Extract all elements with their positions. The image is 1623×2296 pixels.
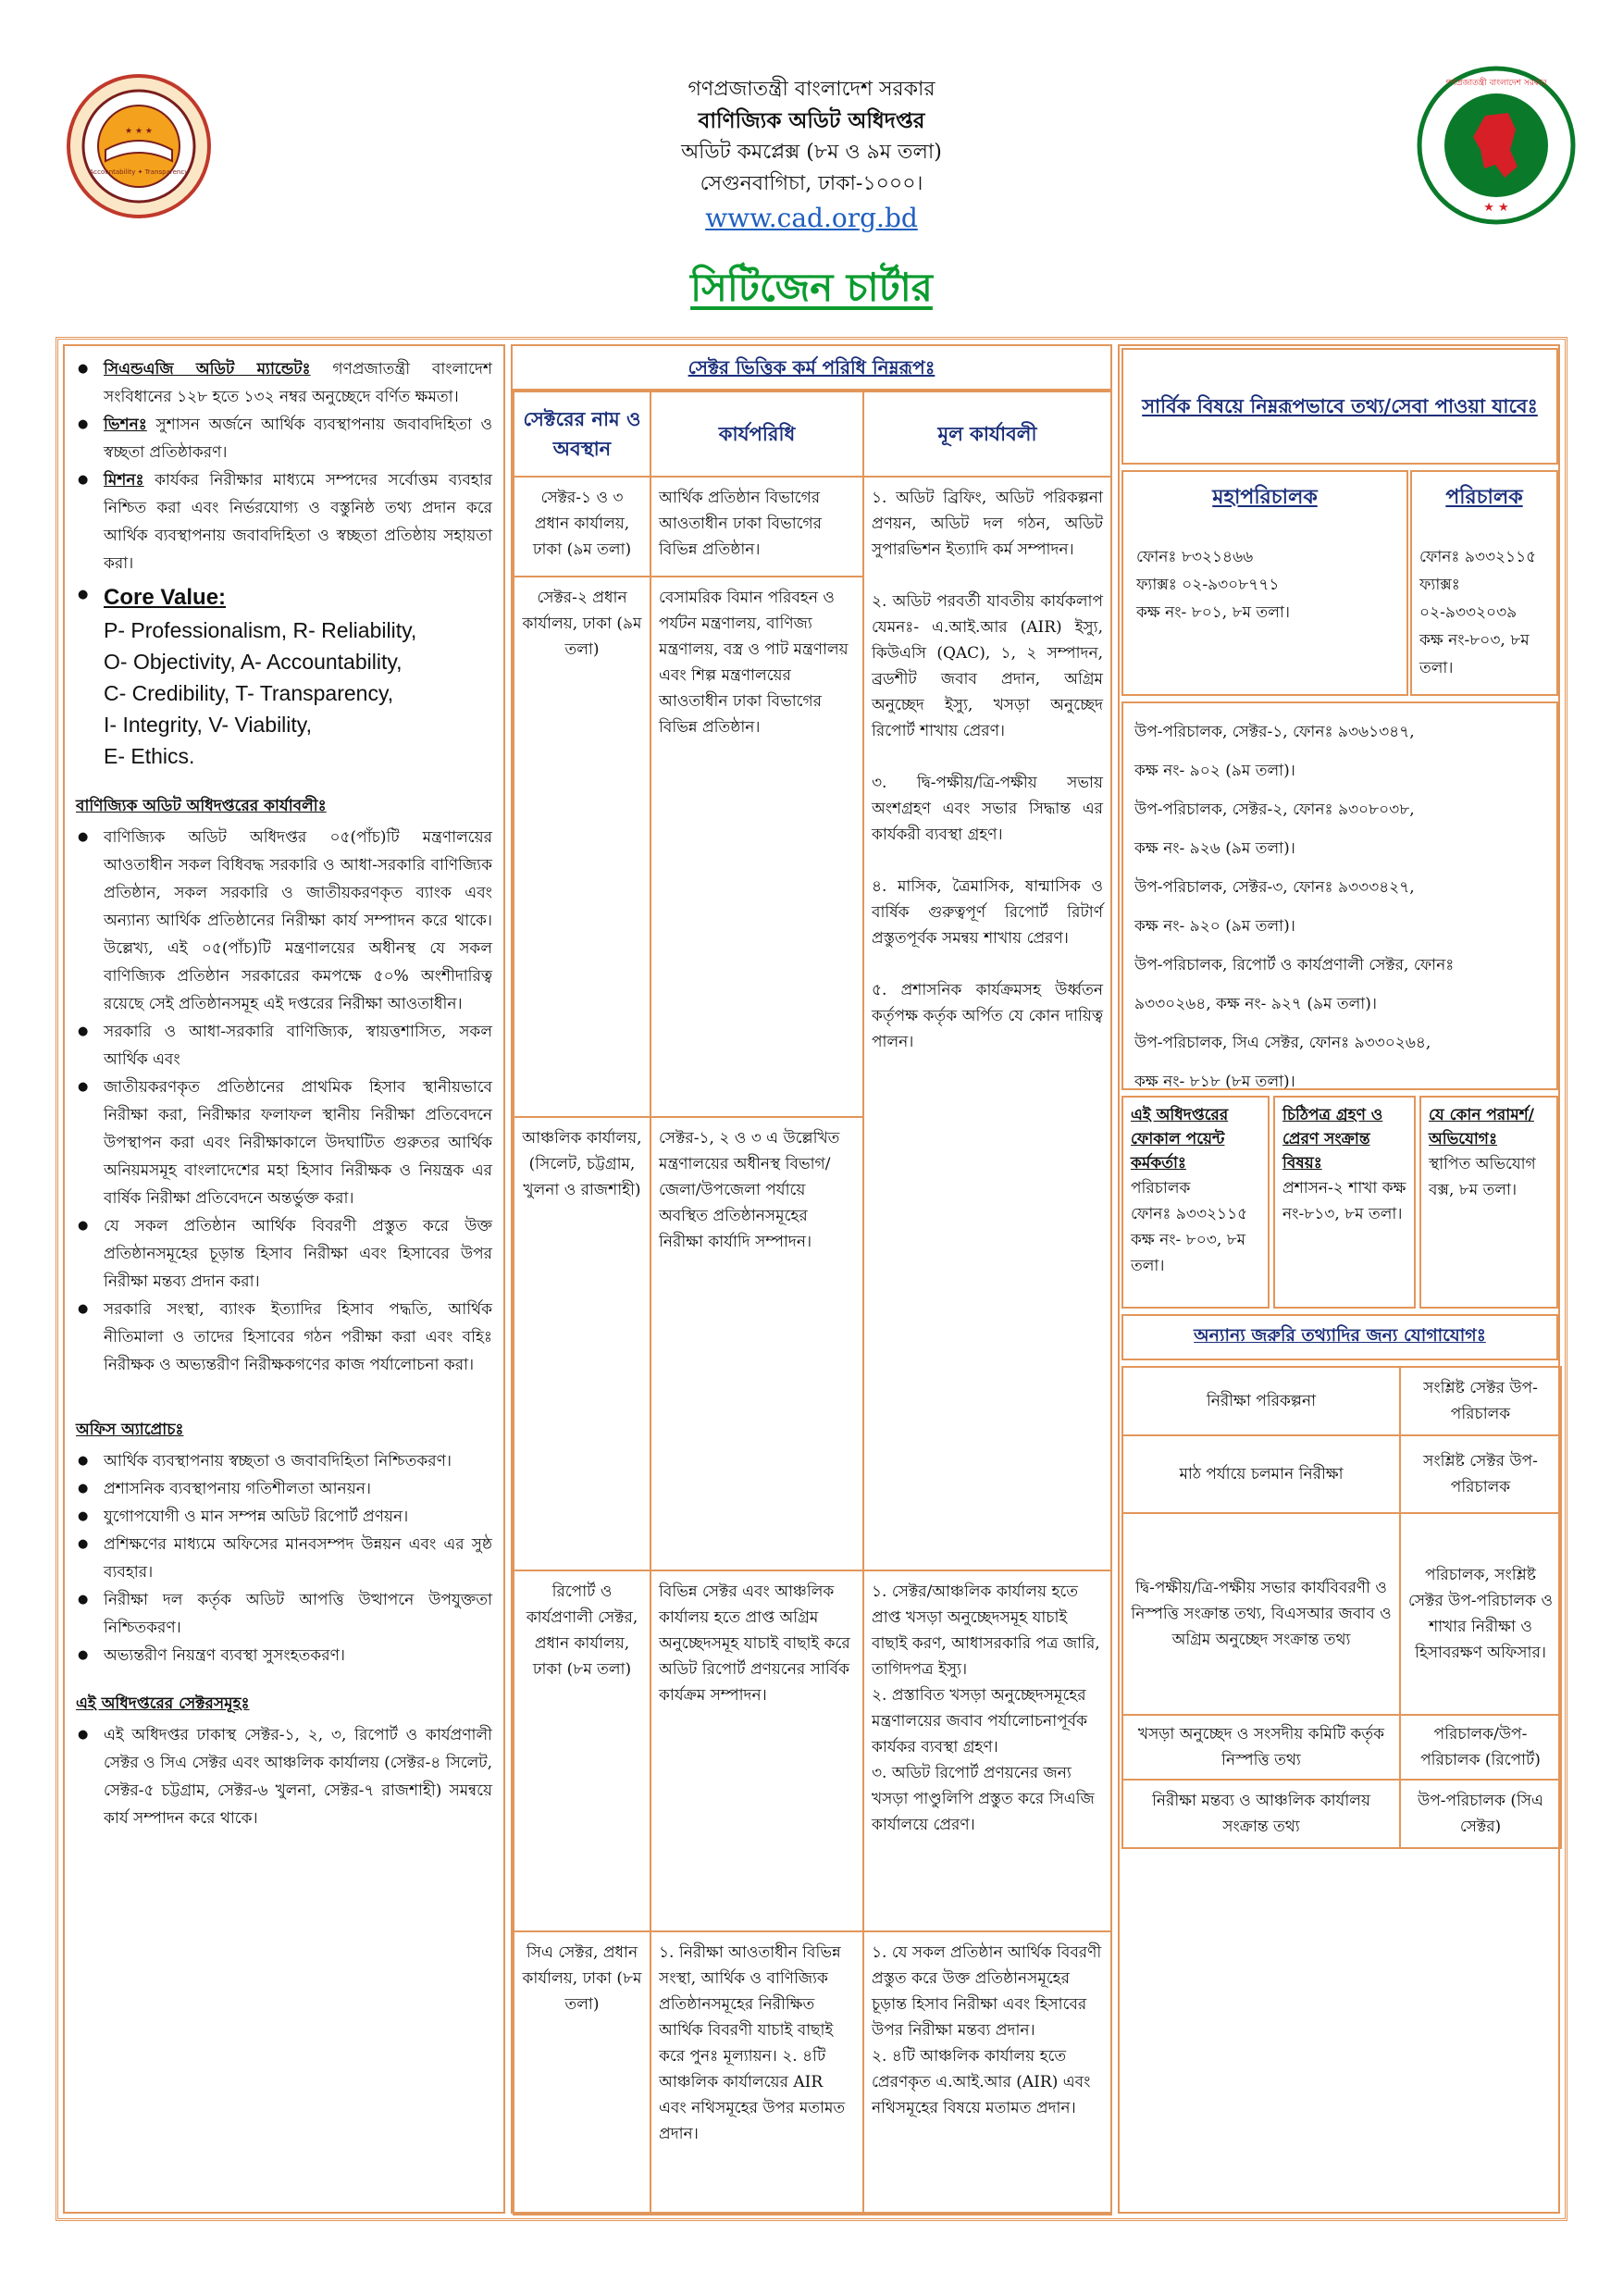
correspondence-title: চিঠিপত্র গ্রহণ ও প্রেরণ সংক্রান্ত বিষয়ঃ [1282, 1106, 1383, 1173]
sector-main-functions: ১. অডিট ব্রিফিং, অডিট পরিকল্পনা প্রণয়ন, অডিট দল গঠন, অডিট সুপারভিশন ইত্যাদি কর্ম সম্পাদন। ২. অডিট পরবর্তী যাবতীয় কার্যকলাপ যেমনঃ- এ.আই.আর (AIR) ইস্যু, কিউএসি (QAC), ১, ২ সম্পাদন, ব্রডশীট জবাব প্রদান, অগ্রিম অনুচ্ছেদ ইস্যু, খসড়া অনুচ্ছেদ রিপোর্ট শাখায় প্রেরণ। ৩. দ্বি-পক্ষীয়/ত্রি-পক্ষীয় সভায় অংশগ্রহণ এবং সভার সিদ্ধান্ত এর কার্যকরী ব্যবস্থা গ্রহণ। ৪. মাসিক, ত্রৈমাসিক, ষান্মাসিক ও বার্ষিক গুরুত্বপূর্ণ রিপোর্ট রিটার্ণ প্রস্তুতপূর্বক সমন্বয় শাখায় প্রেরণ। ৫. প্রশাসনিক কার্যক্রমসহ উর্ধ্বতন কর্তৃপক্ষ কর্তৃক অর্পিত যে কোন দায়িত্ব পালন। [863, 477, 1111, 1570]
functions-heading: বাণিজ্যিক অডিট অধিদপ্তরের কার্যাবলীঃ [76, 797, 327, 815]
sector-scope: বেসামরিক বিমান পরিবহন ও পর্যটন মন্ত্রণালয়, বাণিজ্য মন্ত্রণালয়, বস্ত্র ও পাট মন্ত্রণালয় এবং শিল্প মন্ত্রণালয়ের আওতাধীন ঢাকা বিভাগের বিভিন্ন প্রতিষ্ঠান। [650, 577, 863, 1117]
core-value-line: E- Ethics. [104, 744, 195, 768]
services-title-box [1121, 348, 1558, 465]
sector-scope: ১. নিরীক্ষা আওতাধীন বিভিন্ন সংস্থা, আর্থিক ও বাণিজ্যিক প্রতিষ্ঠানসমূহের নিরীক্ষিত আর্থিক বিবরণী যাচাই বাছাই করে পুনঃ মূল্যায়ন। ২. ৪টি আঞ্চলিক কার্যালয়ের AIR এবং নথিসমূহের উপর মতামত প্রদান। [650, 1931, 863, 2215]
focal-point-title: এই অধিদপ্তরের ফোকাল পয়েন্ট কর্মকর্তাঃ [1131, 1106, 1229, 1173]
deputy-line: উপ-পরিচালক, সেক্টর-৩, ফোনঃ ৯৩৩৩৪২৭, [1134, 878, 1415, 897]
mandate-label: সিএন্ডএজি অডিট ম্যান্ডেটঃ [104, 360, 311, 379]
contact-topic: নিরীক্ষা মন্তব্য ও আঞ্চলিক কার্যালয় সংক্রান্ত তথ্য [1122, 1780, 1400, 1848]
mission-label: মিশনঃ [104, 471, 144, 490]
office-address [0, 74, 1623, 237]
table-row [1122, 1367, 1561, 1435]
sector-scope: বিভিন্ন সেক্টর এবং আঞ্চলিক কার্যালয় হতে প্রাপ্ত অগ্রিম অনুচ্ছেদসমূহ যাচাই বাছাই করে অডিট রিপোর্ট প্রণয়নের সার্বিক কার্যক্রম সম্পাদন। [650, 1570, 863, 1931]
vision [76, 411, 492, 466]
sector-name: সেক্টর-২ প্রধান কার্যালয়, ঢাকা (৯ম তলা) [514, 577, 650, 1117]
table-row [514, 477, 1111, 577]
office-location: সেগুনবাগিচা, ঢাকা-১০০০। [700, 172, 923, 195]
deputy-line: কক্ষ নং- ৯২০ (৯ম তলা)। [1134, 917, 1295, 936]
sector-name: সেক্টর-১ ও ৩ প্রধান কার্যালয়, ঢাকা (৯ম তলা) [514, 477, 650, 577]
table-row [1122, 1715, 1561, 1780]
column-header: সেক্টরের নাম ও অবস্থান [514, 391, 650, 477]
contact-topic: নিরীক্ষা পরিকল্পনা [1122, 1367, 1400, 1435]
mandate [76, 355, 492, 411]
table-row [514, 1931, 1111, 2215]
dg-title: মহাপরিচালক [1212, 485, 1318, 509]
director-contact: ফোনঃ ৯৩৩২১১৫ ফ্যাক্সঃ ০২-৯৩৩২০৩৯ কক্ষ নং-৮০৩, ৮ম তলা। [1419, 548, 1537, 677]
deputy-line: উপ-পরিচালক, সেক্টর-২, ফোনঃ ৯৩০৮০৩৮, [1134, 800, 1415, 819]
complaint-contact: স্থাপিত অভিযোগ বক্স, ৮ম তলা। [1429, 1155, 1536, 1199]
svg-text:★ ★: ★ ★ [1483, 201, 1509, 215]
deputy-line: ৯৩৩০২৬৪, কক্ষ নং- ৯২৭ (৯ম তলা)। [1134, 995, 1377, 1013]
mission [76, 466, 492, 577]
deputy-line: কক্ষ নং- ৯০২ (৯ম তলা)। [1134, 762, 1295, 780]
services-title: সার্বিক বিষয়ে নিম্নরূপভাবে তথ্য/সেবা পাওয়া যাবেঃ [1142, 394, 1538, 417]
list-item: ● প্রশিক্ষণের মাধ্যমে অফিসের মানবসম্পদ উন্নয়ন এবং এর সুষ্ঠ ব্যবহার। [76, 1531, 492, 1586]
complaint-box [1419, 1096, 1558, 1309]
deputy-line: উপ-পরিচালক, সিএ সেক্টর, ফোনঃ ৯৩৩০২৬৪, [1134, 1034, 1431, 1052]
list-item: ● বাণিজ্যিক অডিট অধিদপ্তর ০৫(পাঁচ)টি মন্ত্রণালয়ের আওতাধীন সকল বিধিবদ্ধ সরকারি ও আধা-সরকারি বাণিজ্যিক প্রতিষ্ঠান, সকল সরকারি ও জাতীয়করণকৃত ব্যাংক এবং অন্যান্য আর্থিক প্রতিষ্ঠানের নিরীক্ষা কার্য সম্পাদন করে থাকে। উল্লেখ্য, এই ০৫(পাঁচ)টি মন্ত্রণালয়ের অধীনস্থ যে সকল বাণিজ্যিক প্রতিষ্ঠান সরকারের কমপক্ষে ৫০% অংশীদারিত্ব রয়েছে সেই প্রতিষ্ঠানসমূহ এই দপ্তরের নিরীক্ষা আওতাধীন। [76, 824, 492, 1018]
table-row [1122, 1780, 1561, 1848]
list-item: ● সরকারি সংস্থা, ব্যাংক ইত্যাদির হিসাব পদ্ধতি, আর্থিক নীতিমালা ও তাদের হিসাবের গঠন পরীক্ষা করা এবং বহিঃ নিরীক্ষক ও অভ্যন্তরীণ নিরীক্ষকগণের কাজ পর্যালোচনা করা। [76, 1296, 492, 1379]
contact-person: উপ-পরিচালক (সিএ সেক্টর) [1400, 1780, 1561, 1848]
office-building: অডিট কমপ্লেক্স (৮ম ও ৯ম তলা) [681, 141, 942, 164]
sector-main-functions: ১. সেক্টর/আঞ্চলিক কার্যালয় হতে প্রাপ্ত খসড়া অনুচ্ছেদসমূহ যাচাই বাছাই করণ, আধাসরকারি পত্র জারি, তাগিদপত্র ইস্যু। ২. প্রস্তাবিত খসড়া অনুচ্ছেদসমূহের মন্ত্রণালয়ের জবাব পর্যালোচনাপূর্বক কার্যকর ব্যবস্থা গ্রহণ। ৩. অডিট রিপোর্ট প্রণয়নের জন্য খসড়া পাণ্ডুলিপি প্রস্তুত করে সিএজি কার্যালয়ে প্রেরণ। [863, 1570, 1111, 1931]
middle-column [511, 344, 1112, 2214]
list-item: ● এই অধিদপ্তর ঢাকাস্থ সেক্টর-১, ২, ৩, রিপোর্ট ও কার্যপ্রণালী সেক্টর ও সিএ সেক্টর এবং আঞ্চলিক কার্যালয় (সেক্টর-৪ সিলেট, সেক্টর-৫ চট্টগ্রাম, সেক্টর-৬ খুলনা, সেক্টর-৭ রাজশাহী) সমন্বয়ে কার্য সম্পাদন করে থাকে। [76, 1721, 492, 1832]
core-value-line: C- Credibility, T- Transparency, [104, 681, 394, 705]
list-item: ● প্রশাসনিক ব্যবস্থাপনায় গতিশীলতা আনয়ন। [76, 1475, 492, 1503]
deputy-directors-box [1121, 701, 1558, 1090]
complaint-title: যে কোন পরামর্শ/অভিযোগঃ [1429, 1106, 1534, 1148]
government-seal-icon [1416, 65, 1578, 227]
list-item: ● সরকারি ও আধা-সরকারি বাণিজ্যিক, স্বায়ত্তশাসিত, সকল আর্থিক এবং [76, 1018, 492, 1074]
column-header: মূল কার্যাবলী [863, 391, 1111, 477]
deputy-line: কক্ষ নং- ৮১৮ (৮ম তলা)। [1134, 1073, 1295, 1091]
core-value-title: Core Value: [104, 585, 227, 610]
deputy-line: কক্ষ নং- ৯২৬ (৯ম তলা)। [1134, 839, 1295, 858]
logo-left-text: Accountability ✦ Transparency [89, 168, 189, 176]
other-contacts-title: অন্যান্য জরুরি তথ্যাদির জন্য যোগাযোগঃ [1194, 1325, 1486, 1346]
svg-text:★ ★ ★: ★ ★ ★ [125, 127, 153, 136]
list-item: ● অভ্যন্তরীণ নিয়ন্ত্রণ ব্যবস্থা সুসংহতকরণ। [76, 1642, 492, 1669]
website-link[interactable]: www.cad.org.bd [705, 203, 918, 233]
sector-scope: আর্থিক প্রতিষ্ঠান বিভাগের আওতাধীন ঢাকা বিভাগের বিভিন্ন প্রতিষ্ঠান। [650, 477, 863, 577]
correspondence-box [1273, 1096, 1416, 1309]
sector-main-functions: ১. যে সকল প্রতিষ্ঠান আর্থিক বিবরণী প্রস্তুত করে উক্ত প্রতিষ্ঠানসমূহের চূড়ান্ত হিসাব নিরীক্ষা এবং হিসাবের উপর নিরীক্ষা মন্তব্য প্রদান। ২. ৪টি আঞ্চলিক কার্যালয় হতে প্রেরণকৃত এ.আই.আর (AIR) এবং নথিসমূহের বিষয়ে মতামত প্রদান। [863, 1931, 1111, 2215]
contact-topic: দ্বি-পক্ষীয়/ত্রি-পক্ষীয় সভার কার্যবিবরণী ও নিস্পত্তি সংক্রান্ত তথ্য, বিএসআর জবাব ও অগ্রিম অনুচ্ছেদ সংক্রান্ত তথ্য [1122, 1513, 1400, 1715]
table-header-row [514, 391, 1111, 477]
sector-scope-title: সেক্টর ভিত্তিক কর্ম পরিধি নিম্নরূপঃ [513, 346, 1110, 391]
core-value-line: O- Objectivity, A- Accountability, [104, 650, 403, 674]
sector-name: সিএ সেক্টর, প্রধান কার্যালয়, ঢাকা (৮ম তলা) [514, 1931, 650, 2215]
list-item: ● যুগোপযোগী ও মান সম্পন্ন অডিট রিপোর্ট প্রণয়ন। [76, 1503, 492, 1531]
contacts-table [1121, 1366, 1562, 1849]
sector-name: আঞ্চলিক কার্যালয়, (সিলেট, চট্টগ্রাম, খুলনা ও রাজশাহী) [514, 1117, 650, 1570]
sectors-heading: এই অধিদপ্তরের সেক্টরসমূহঃ [76, 1694, 250, 1713]
page-title: সিটিজেন চার্টার [690, 265, 933, 310]
dg-box [1121, 470, 1408, 696]
page-header [0, 0, 1623, 333]
list-item: ● যে সকল প্রতিষ্ঠান আর্থিক বিবরণী প্রস্তুত করে উক্ত প্রতিষ্ঠানসমূহের চূড়ান্ত হিসাব নিরীক্ষা এবং হিসাবের উপর নিরীক্ষা মন্তব্য প্রদান করা। [76, 1212, 492, 1296]
focal-point-box [1121, 1096, 1270, 1309]
table-row [1122, 1513, 1561, 1715]
correspondence-contact: প্রশাসন-২ শাখা কক্ষ নং-৮১৩, ৮ম তলা। [1282, 1179, 1406, 1223]
sector-scope: সেক্টর-১, ২ ও ৩ এ উল্লেখিত মন্ত্রণালয়ের অধীনস্থ বিভাগ/জেলা/উপজেলা পর্যায়ে অবস্থিত প্রতিষ্ঠানসমূহের নিরীক্ষা কার্যাদি সম্পাদন। [650, 1117, 863, 1570]
mandate-text: গণপ্রজাতন্ত্রী বাংলাদেশ সংবিধানের ১২৮ হতে ১৩২ নম্বর অনুচ্ছেদে বর্ণিত ক্ষমতা। [104, 360, 492, 406]
sector-name: রিপোর্ট ও কার্যপ্রণালী সেক্টর, প্রধান কার্যালয়, ঢাকা (৮ম তলা) [514, 1570, 650, 1931]
contact-person: পরিচালক/উপ-পরিচালক (রিপোর্ট) [1400, 1715, 1561, 1780]
office-name: বাণিজ্যিক অডিট অধিদপ্তর [698, 108, 925, 133]
gov-name: গণপ্রজাতন্ত্রী বাংলাদেশ সরকার [688, 78, 935, 101]
contact-topic: খসড়া অনুচ্ছেদ ও সংসদীয় কমিটি কর্তৃক নিস্পত্তি তথ্য [1122, 1715, 1400, 1780]
focal-point-contact: পরিচালক ফোনঃ ৯৩৩২১১৫ কক্ষ নং- ৮০৩, ৮ম তলা। [1131, 1179, 1248, 1275]
deputy-line: উপ-পরিচালক, সেক্টর-১, ফোনঃ ৯৩৬১৩৪৭, [1134, 723, 1415, 741]
contact-person: সংশ্লিষ্ট সেক্টর উপ-পরিচালক [1400, 1367, 1561, 1435]
dg-contact: ফোনঃ ৮৩২১৪৬৬ ফ্যাক্সঃ ০২-৯৩০৮৭৭১ কক্ষ নং- ৮০১, ৮ম তলা। [1136, 548, 1290, 622]
core-value-line: P- Professionalism, R- Reliability, [104, 618, 417, 642]
core-value [76, 581, 492, 614]
contact-topic: মাঠ পর্যায়ে চলমান নিরীক্ষা [1122, 1435, 1400, 1513]
director-title: পরিচালক [1445, 485, 1523, 509]
right-column [1118, 344, 1560, 2214]
approach-heading: অফিস অ্যাপ্রোচঃ [76, 1421, 184, 1439]
contact-person: সংশ্লিষ্ট সেক্টর উপ-পরিচালক [1400, 1435, 1561, 1513]
list-item: ● জাতীয়করণকৃত প্রতিষ্ঠানের প্রাথমিক হিসাব স্থানীয়ভাবে নিরীক্ষা করা, নিরীক্ষার ফলাফল স্থানীয় নিরীক্ষা প্রতিবেদনে উপস্থাপন করা এবং নিরীক্ষাকালে উদঘাটিত গুরুতর আর্থিক অনিয়মসমূহ বাংলাদেশের মহা হিসাব নিরীক্ষক ও নিয়ন্ত্রক এর বার্ষিক নিরীক্ষা প্রতিবেদনে অন্তর্ভুক্ত করা। [76, 1074, 492, 1212]
vision-label: ভিশনঃ [104, 416, 147, 434]
other-contacts-title-box [1121, 1314, 1558, 1360]
contact-person: পরিচালক, সংশ্লিষ্ট সেক্টর উপ-পরিচালক ও শাখার নিরীক্ষা ও হিসাবরক্ষণ অফিসার। [1400, 1513, 1561, 1715]
table-row [514, 1570, 1111, 1931]
logo-right-text: গণপ্রজাতন্ত্রী বাংলাদেশ সরকার [1445, 79, 1547, 88]
list-item: ● আর্থিক ব্যবস্থাপনায় স্বচ্ছতা ও জবাবদিহিতা নিশ্চিতকরণ। [76, 1447, 492, 1475]
list-item: ● নিরীক্ষা দল কর্তৃক অডিট আপত্তি উত্থাপনে উপযুক্ততা নিশ্চিতকরণ। [76, 1586, 492, 1642]
table-row [1122, 1435, 1561, 1513]
sector-table [513, 391, 1112, 2215]
director-box [1410, 470, 1558, 696]
vision-text: সুশাসন অর্জনে আর্থিক ব্যবস্থাপনায় জবাবদিহিতা ও স্বচ্ছতা প্রতিষ্ঠাকরণ। [104, 416, 492, 462]
left-column [63, 344, 505, 2214]
deputy-line: উপ-পরিচালক, রিপোর্ট ও কার্যপ্রণালী সেক্টর, ফোনঃ [1134, 956, 1455, 974]
mission-text: কার্যকর নিরীক্ষার মাধ্যমে সম্পদের সর্বোত্তম ব্যবহার নিশ্চিত করা এবং নির্ভরযোগ্য ও বস্তুনিষ্ঠ তথ্য প্রদান করে আর্থিক ব্যবস্থাপনায় জবাবদিহিতা ও স্বচ্ছতা প্রতিষ্ঠায় সহায়তা করা। [104, 471, 492, 573]
core-value-line: I- Integrity, V- Viability, [104, 713, 312, 737]
column-header: কার্যপরিধি [650, 391, 863, 477]
